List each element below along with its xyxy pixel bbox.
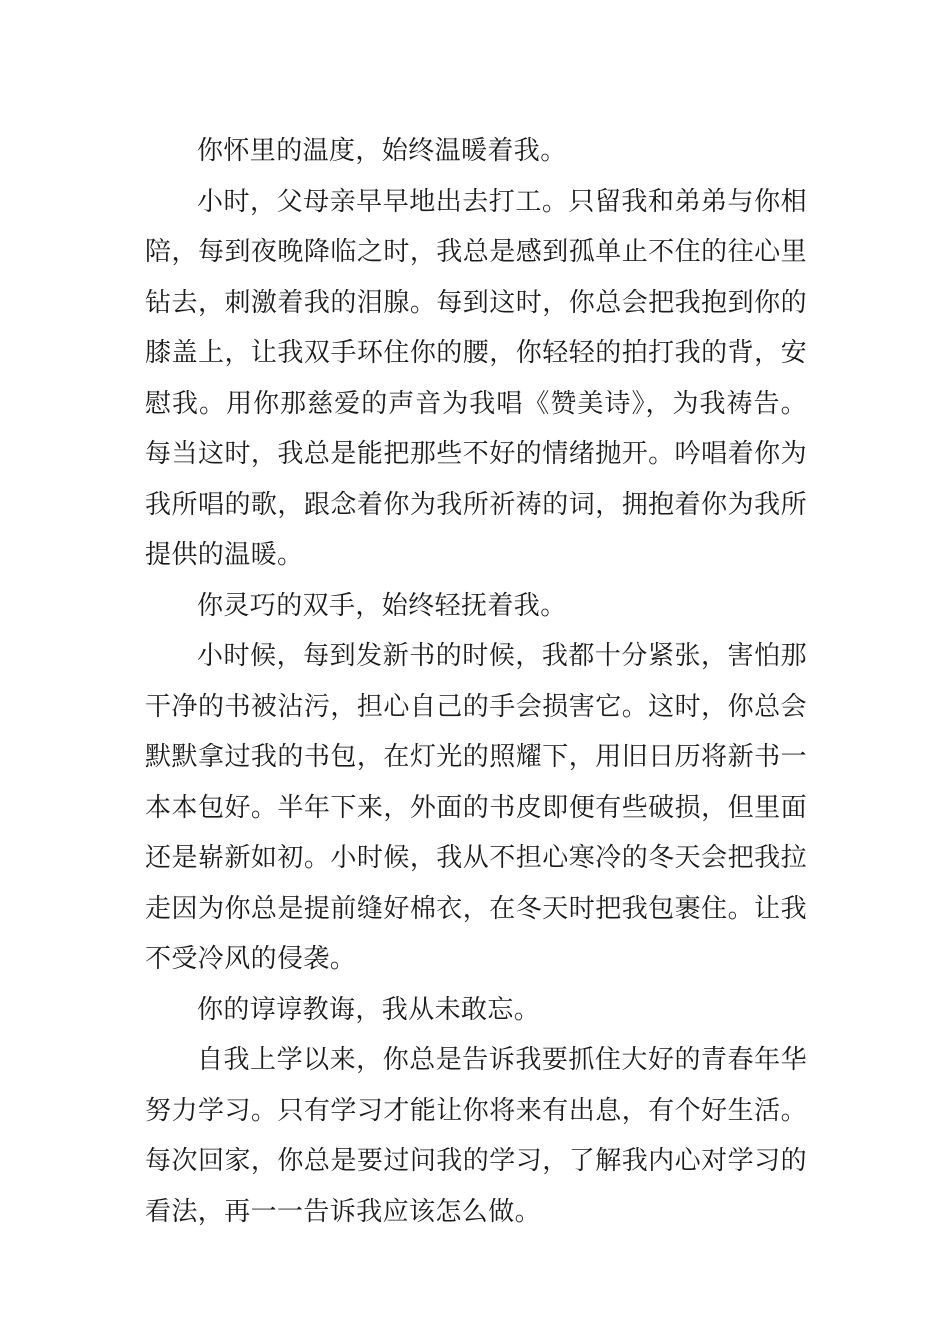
document-body bbox=[145, 126, 807, 1237]
paragraph-childhood-night: 小时，父母亲早早地出去打工。只留我和弟弟与你相陪，每到夜晚降临之时，我总是感到孤单止不住的往心里钻去，刺激着我的泪腺。每到这时，你总会把我抱到你的膝盖上，让我双手环住你的腰，你轻轻的拍打我的背，安慰我。用你那慈爱的声音为我唱《赞美诗》，为我祷告。每当这时，我总是能把那些不好的情绪抛开。吟唱着你为我所唱的歌，跟念着你为我所祈祷的词，拥抱着你为我所提供的温暖。 bbox=[145, 186, 807, 570]
paragraph-new-books: 小时候，每到发新书的时候，我都十分紧张，害怕那干净的书被沾污，担心自己的手会损害它。这时，你总会默默拿过我的书包，在灯光的照耀下，用旧日历将新书一本本包好。半年下来，外面的书皮即便有些破损，但里面还是崭新如初。小时候，我从不担心寒冷的冬天会把我拉走因为你总是提前缝好棉衣，在冬天时把我包裹住。让我不受冷风的侵袭。 bbox=[145, 641, 807, 974]
paragraph-warmth-heading: 你怀里的温度，始终温暖着我。 bbox=[197, 136, 567, 166]
paragraph-hands-heading: 你灵巧的双手，始终轻抚着我。 bbox=[197, 590, 567, 621]
paragraph-study-advice: 自我上学以来，你总是告诉我要抓住大好的青春年华努力学习。只有学习才能让你将来有出息，有个好生活。每次回家，你总是要过问我的学习，了解我内心对学习的看法，再一一告诉我应该怎么做。 bbox=[145, 1045, 807, 1227]
paragraph-teaching-heading: 你的谆谆教诲，我从未敢忘。 bbox=[197, 994, 541, 1025]
